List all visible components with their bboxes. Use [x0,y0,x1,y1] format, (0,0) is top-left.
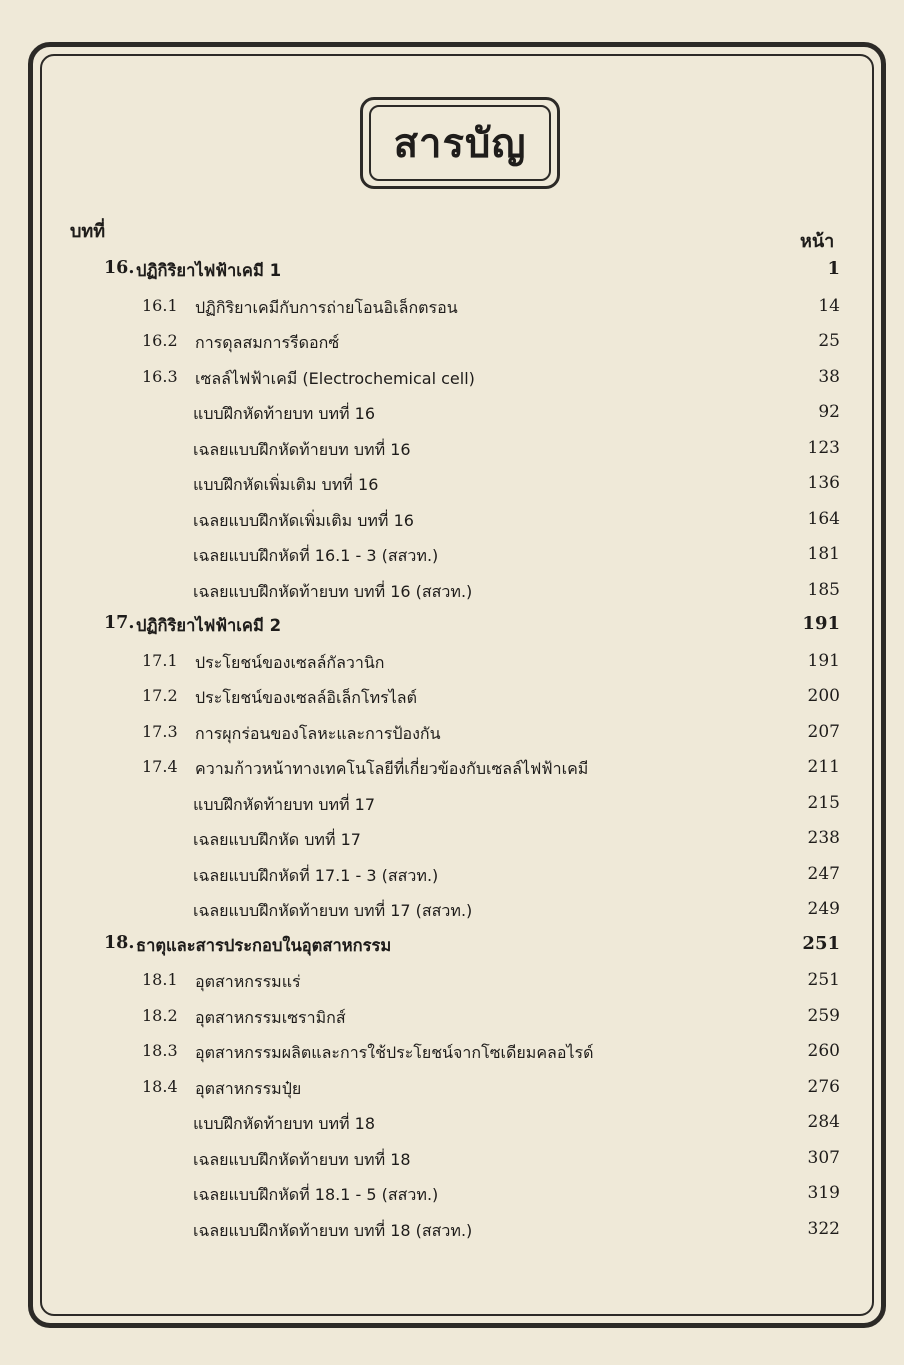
toc-entry-title: เฉลยแบบฝึกหัดท้ายบท บทที่ 18 [193,1150,411,1169]
toc-entry-page: 307 [807,1148,840,1168]
toc-entry-number: 17.2 [142,686,178,705]
toc-entry-page: 319 [807,1183,840,1203]
toc-entry-sub [0,828,904,858]
toc-entry-title: เฉลยแบบฝึกหัดที่ 16.1 - 3 (สสวท.) [193,546,439,565]
toc-entry-title: แบบฝึกหัดท้ายบท บทที่ 18 [193,1114,376,1133]
toc-entry-sub [0,1112,904,1142]
toc-entry-title: เฉลยแบบฝึกหัดท้ายบท บทที่ 16 [193,440,411,459]
toc-entry-page: 207 [807,722,840,742]
toc-entry-title: การดุลสมการรีดอกซ์ [195,333,340,352]
toc-entry-number: 16. [104,258,135,278]
toc-entry-number: 16.2 [142,331,178,350]
toc-entry-title: ประโยชน์ของเซลล์กัลวานิก [195,653,385,672]
toc-entry-page: 322 [807,1219,840,1239]
toc-entry-section [0,722,904,752]
toc-entry-title: เฉลยแบบฝึกหัด บทที่ 17 [193,830,361,849]
toc-entry-number: 17. [104,613,135,633]
toc-entry-number: 18.2 [142,1006,178,1025]
toc-entry-chapter [0,933,904,963]
toc-entry-number: 18.3 [142,1041,178,1060]
toc-entry-title: เฉลยแบบฝึกหัดท้ายบท บทที่ 17 (สสวท.) [193,901,473,920]
toc-entry-title: เซลล์ไฟฟ้าเคมี (Electrochemical cell) [195,369,475,388]
toc-entry-chapter [0,613,904,643]
toc-entry-number: 18.4 [142,1077,178,1096]
toc-entry-sub [0,793,904,823]
toc-entry-section [0,757,904,787]
toc-entry-number: 18.1 [142,970,178,989]
toc-entry-page: 191 [807,651,840,671]
toc-entry-page: 238 [807,828,840,848]
toc-entry-sub [0,864,904,894]
toc-entry-page: 14 [818,296,840,316]
chapter-column-header: บทที่ [70,221,106,242]
toc-entry-title: ความก้าวหน้าทางเทคโนโลยีที่เกี่ยวข้องกับเซลล์ไฟฟ้าเคมี [195,759,589,778]
toc-entry-page: 92 [818,402,840,422]
toc-entry-section [0,970,904,1000]
toc-entry-title: ปฏิกิริยาไฟฟ้าเคมี 1 [136,261,282,280]
toc-entry-page: 215 [807,793,840,813]
toc-entry-section [0,1041,904,1071]
toc-entry-title: เฉลยแบบฝึกหัดท้ายบท บทที่ 18 (สสวท.) [193,1221,473,1240]
toc-entry-title: แบบฝึกหัดท้ายบท บทที่ 17 [193,795,376,814]
toc-entry-section [0,367,904,397]
toc-entry-title: แบบฝึกหัดท้ายบท บทที่ 16 [193,404,376,423]
toc-entry-section [0,686,904,716]
toc-entry-page: 200 [807,686,840,706]
toc-entry-number: 17.4 [142,757,178,776]
toc-entry-sub [0,899,904,929]
toc-entry-page: 191 [802,613,840,634]
toc-entry-page: 38 [818,367,840,387]
toc-entry-title: ปฏิกิริยาเคมีกับการถ่ายโอนอิเล็กตรอน [195,298,458,317]
toc-entry-page: 185 [807,580,840,600]
toc-entry-page: 247 [807,864,840,884]
toc-entry-page: 136 [807,473,840,493]
toc-entry-sub [0,544,904,574]
page-title: สารบัญ [393,121,527,167]
toc-entry-number: 16.3 [142,367,178,386]
toc-entry-title: เฉลยแบบฝึกหัดที่ 18.1 - 5 (สสวท.) [193,1185,439,1204]
toc-entry-section [0,651,904,681]
toc-entry-page: 181 [807,544,840,564]
toc-entry-sub [0,473,904,503]
toc-entry-title: อุตสาหกรรมปุ๋ย [195,1079,302,1098]
toc-entry-number: 16.1 [142,296,178,315]
toc-entry-page: 276 [807,1077,840,1097]
toc-entry-title: อุตสาหกรรมแร่ [195,972,301,991]
toc-entry-section [0,331,904,361]
toc-entry-title: ประโยชน์ของเซลล์อิเล็กโทรไลต์ [195,688,417,707]
toc-entry-page: 251 [807,970,840,990]
toc-entry-page: 251 [802,933,840,954]
toc-entry-page: 1 [827,258,840,279]
toc-entry-section [0,296,904,326]
toc-entry-section [0,1006,904,1036]
toc-entry-sub [0,509,904,539]
toc-entry-page: 25 [818,331,840,351]
toc-entry-page: 211 [807,757,840,777]
toc-entry-sub [0,1183,904,1213]
toc-entry-page: 123 [807,438,840,458]
toc-entry-sub [0,1148,904,1178]
toc-entry-title: การผุกร่อนของโลหะและการป้องกัน [195,724,441,743]
toc-entry-title: ปฏิกิริยาไฟฟ้าเคมี 2 [136,616,282,635]
toc-entry-page: 164 [807,509,840,529]
toc-entry-section [0,1077,904,1107]
toc-entry-title: เฉลยแบบฝึกหัดท้ายบท บทที่ 16 (สสวท.) [193,582,473,601]
title-box [369,105,551,181]
page-column-header: หน้า [800,231,835,252]
toc-entry-page: 284 [807,1112,840,1132]
toc-entry-title: เฉลยแบบฝึกหัดเพิ่มเติม บทที่ 16 [193,511,414,530]
toc-entry-title: ธาตุและสารประกอบในอุตสาหกรรม [136,936,392,955]
toc-entry-number: 17.3 [142,722,178,741]
toc-entry-page: 249 [807,899,840,919]
toc-entry-title: อุตสาหกรรมเซรามิกส์ [195,1008,346,1027]
toc-entry-sub [0,402,904,432]
toc-entry-number: 18. [104,933,135,953]
toc-entry-page: 259 [807,1006,840,1026]
toc-entry-title: เฉลยแบบฝึกหัดที่ 17.1 - 3 (สสวท.) [193,866,439,885]
toc-entry-number: 17.1 [142,651,178,670]
toc-entry-title: แบบฝึกหัดเพิ่มเติม บทที่ 16 [193,475,379,494]
toc-entry-sub [0,438,904,468]
toc-entry-page: 260 [807,1041,840,1061]
toc-entry-sub [0,1219,904,1249]
toc-entry-chapter [0,258,904,288]
toc-entry-sub [0,580,904,610]
toc-entry-title: อุตสาหกรรมผลิตและการใช้ประโยชน์จากโซเดียมคลอไรด์ [195,1043,594,1062]
